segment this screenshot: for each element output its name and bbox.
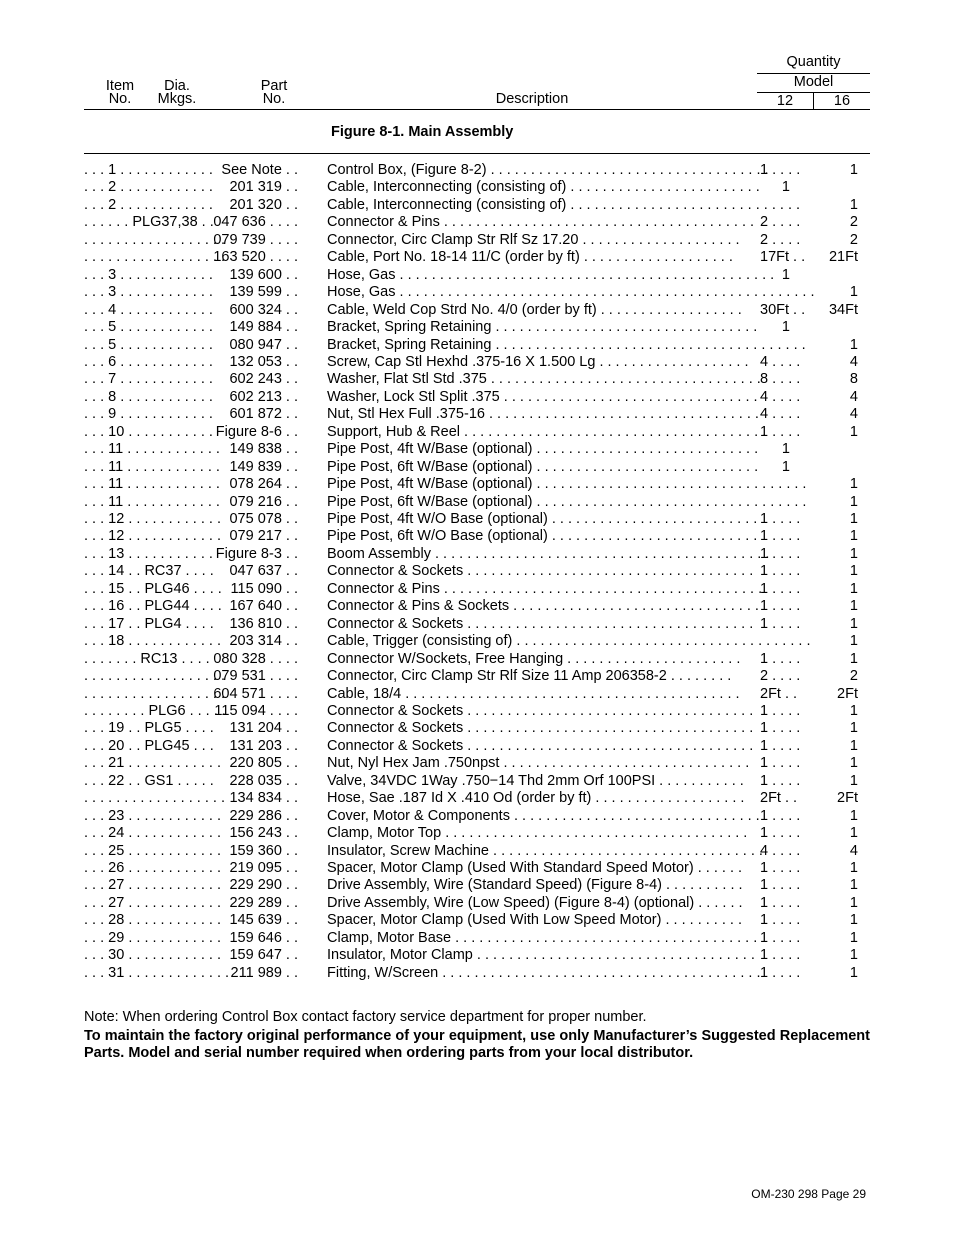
qty-model-16-cell: 1	[849, 702, 858, 719]
part-number-cell: 600 324 . .	[229, 301, 298, 318]
qty-model-16-cell: 1	[849, 737, 858, 754]
qty-model-16-cell: 1	[849, 511, 858, 527]
table-row	[0, 232, 954, 249]
item-cell: . . . 27 . . . . . . . . . . . .	[84, 877, 221, 894]
qty-model-16-cell: 1	[849, 423, 858, 440]
qty-model-16-cell: 1	[849, 772, 858, 789]
description-cell: Insulator, Screw Machine . . . . . . . . . . . . . . . . . . . . . . . . . . . . . . . . . .	[327, 842, 763, 859]
table-row	[0, 668, 954, 685]
part-number-cell: 604 571 . . . .	[213, 685, 298, 702]
qty-model-16-cell: 2Ft	[837, 790, 858, 807]
part-number-cell: 080 947 . .	[229, 336, 298, 353]
part-number-cell: 167 640 . .	[229, 598, 298, 615]
qty-model-12-cell: 17Ft . .	[760, 249, 806, 266]
item-cell: . . . 27 . . . . . . . . . . . .	[84, 894, 221, 911]
table-row	[0, 284, 954, 301]
part-number-cell: 159 647 . .	[229, 947, 298, 964]
table-row	[0, 389, 954, 406]
description-cell: Hose, Gas . . . . . . . . . . . . . . . . . . . . . . . . . . . . . . . . . . . . . . . . . . . . . . . . . . . .	[327, 284, 815, 301]
qty-model-16-cell: 1	[849, 476, 858, 493]
description-cell: Connector & Sockets . . . . . . . . . . . . . . . . . . . . . . . . . . . . . . . . . . . .	[327, 720, 754, 737]
qty-model-12-cell: 1	[781, 179, 790, 196]
part-number-cell: 075 078 . .	[229, 511, 298, 527]
qty-model-12-cell: 4 . . . .	[760, 842, 801, 859]
description-cell: Hose, Gas . . . . . . . . . . . . . . . . . . . . . . . . . . . . . . . . . . . . . . . . . . . . . . .	[327, 266, 775, 283]
qty-model-12-cell: 1	[781, 458, 790, 475]
part-number-cell: 079 216 . .	[229, 493, 298, 510]
qty-model-12-cell: 2 . . . .	[760, 668, 801, 685]
description-cell: Control Box, (Figure 8-2) . . . . . . . . . . . . . . . . . . . . . . . . . . . . . . . . . . .	[327, 162, 769, 178]
description-cell: Cable, Interconnecting (consisting of) . . . . . . . . . . . . . . . . . . . . . . . .	[327, 179, 760, 196]
qty-model-16-cell: 1	[849, 755, 858, 772]
description-cell: Spacer, Motor Clamp (Used With Low Speed Motor) . . . . . . . . . .	[327, 912, 743, 929]
qty-model-12-cell: 1 . . . .	[760, 528, 801, 545]
qty-model-12-cell: 1 . . . .	[760, 964, 801, 981]
model-16-header: 16	[833, 93, 851, 109]
figure-title: Figure 8-1. Main Assembly	[331, 124, 514, 140]
qty-model-16-cell: 1	[849, 860, 858, 876]
qty-model-16-cell: 1	[849, 284, 858, 301]
description-cell: Connector, Circ Clamp Str Rlf Size 11 Amp 206358-2 . . . . . . . .	[327, 668, 732, 685]
table-row	[0, 302, 954, 319]
part-number-cell: 601 872 . .	[229, 406, 298, 423]
table-row	[0, 406, 954, 423]
part-number-cell: 149 838 . .	[229, 441, 298, 458]
part-number-cell: 115 094 . . . .	[214, 702, 298, 719]
item-cell: . . . 21 . . . . . . . . . . . .	[84, 755, 221, 772]
description-cell: Pipe Post, 6ft W/O Base (optional) . . . . . . . . . . . . . . . . . . . . . . . . . .	[327, 528, 758, 545]
item-cell: . . . 31 . . . . . . . . . . . . .	[84, 964, 230, 981]
qty-model-16-cell: 2Ft	[837, 685, 858, 702]
dia-header-line1: Dia.	[164, 78, 190, 94]
description-cell: Pipe Post, 6ft W/Base (optional) . . . . . . . . . . . . . . . . . . . . . . . . . . . .	[327, 458, 759, 475]
qty-model-12-cell: 2 . . . .	[760, 214, 801, 231]
table-row	[0, 930, 954, 947]
table-row	[0, 563, 954, 580]
item-cell: . . . 11 . . . . . . . . . . . .	[84, 493, 220, 510]
table-row	[0, 651, 954, 668]
qty-model-16-cell: 1	[849, 196, 858, 213]
table-row	[0, 371, 954, 388]
table-row	[0, 197, 954, 214]
description-cell: Pipe Post, 4ft W/O Base (optional) . . . . . . . . . . . . . . . . . . . . . . . . . .	[327, 511, 758, 527]
table-row	[0, 459, 954, 476]
description-cell: Valve, 34VDC 1Way .750−14 Thd 2mm Orf 100PSI . . . . . . . . . . .	[327, 772, 744, 789]
qty-model-12-cell: 4 . . . .	[760, 406, 801, 423]
description-cell: Cable, Weld Cop Strd No. 4/0 (order by ft) . . . . . . . . . . . . . . . . . .	[327, 301, 742, 318]
qty-model-16-cell: 1	[849, 493, 858, 510]
description-cell: Connector & Sockets . . . . . . . . . . . . . . . . . . . . . . . . . . . . . . . . . . . .	[327, 737, 754, 754]
part-number-cell: 201 320 . .	[229, 196, 298, 213]
qty-model-12-cell: 1 . . . .	[760, 702, 801, 719]
part-number-cell: 136 810 . .	[229, 615, 298, 632]
table-row	[0, 616, 954, 633]
qty-model-16-cell: 1	[849, 877, 858, 894]
part-number-cell: 078 264 . .	[229, 476, 298, 493]
description-cell: Screw, Cap Stl Hexhd .375-16 X 1.500 Lg . . . . . . . . . . . . . . . . . . .	[327, 353, 749, 370]
page-footer: OM-230 298 Page 29	[751, 1187, 866, 1201]
part-number-cell: 047 636 . . . .	[213, 214, 298, 231]
description-cell: Nut, Stl Hex Full .375-16 . . . . . . . . . . . . . . . . . . . . . . . . . . . . . . . . . .	[327, 406, 759, 423]
part-number-cell: 131 204 . .	[229, 720, 298, 737]
description-cell: Boom Assembly . . . . . . . . . . . . . . . . . . . . . . . . . . . . . . . . . . . . . . . . . .	[327, 545, 770, 562]
qty-model-12-cell: 1 . . . .	[760, 772, 801, 789]
item-cell: . . . 3 . . . . . . . . . . . .	[84, 284, 213, 301]
part-number-cell: 139 599 . .	[229, 284, 298, 301]
item-cell: . . . 14 . . RC37 . . . .	[84, 563, 214, 580]
description-cell: Pipe Post, 6ft W/Base (optional) . . . . . . . . . . . . . . . . . . . . . . . . . . . . . . . . . .	[327, 493, 807, 510]
description-cell: Clamp, Motor Base . . . . . . . . . . . . . . . . . . . . . . . . . . . . . . . . . . . . . .	[327, 929, 758, 946]
item-cell: . . . 12 . . . . . . . . . . . .	[84, 528, 221, 545]
qty-model-12-cell: 1 . . . .	[760, 912, 801, 929]
qty-model-12-cell: 1 . . . .	[760, 650, 801, 667]
part-number-cell: 047 637 . .	[229, 563, 298, 580]
item-cell: . . . 10 . . . . . . . . . . .	[84, 423, 213, 440]
item-cell: . . . 5 . . . . . . . . . . . .	[84, 319, 213, 336]
table-row	[0, 528, 954, 545]
qty-model-16-cell: 1	[849, 929, 858, 946]
item-cell: . . . 22 . . GS1 . . . . .	[84, 772, 214, 789]
qty-model-12-cell: 1 . . . .	[760, 598, 801, 615]
qty-model-12-cell: 2 . . . .	[760, 231, 801, 248]
part-number-cell: 219 095 . .	[229, 860, 298, 876]
table-row	[0, 895, 954, 912]
item-cell: . . . 12 . . . . . . . . . . . .	[84, 511, 221, 527]
table-row	[0, 494, 954, 511]
description-header: Description	[495, 91, 569, 107]
table-row	[0, 773, 954, 790]
part-number-cell: 132 053 . .	[229, 353, 298, 370]
table-row	[0, 808, 954, 825]
item-cell: . . . 3 . . . . . . . . . . . .	[84, 266, 213, 283]
qty-model-12-cell: 4 . . . .	[760, 388, 801, 405]
qty-model-12-cell: 4 . . . .	[760, 353, 801, 370]
description-cell: Connector & Sockets . . . . . . . . . . . . . . . . . . . . . . . . . . . . . . . . . . . .	[327, 702, 754, 719]
item-cell: . . . 18 . . . . . . . . . . . .	[84, 633, 221, 650]
model-header: Model	[793, 74, 834, 90]
table-row	[0, 319, 954, 336]
qty-model-12-cell: 1 . . . .	[760, 511, 801, 527]
item-cell: . . . . . . . . . . . . . . . . . .	[84, 668, 225, 685]
part-header-line2: No.	[262, 91, 286, 107]
table-row	[0, 686, 954, 703]
table-row	[0, 947, 954, 964]
item-cell: . . . . . . . . . . . . . . . . . .	[84, 249, 225, 266]
table-row	[0, 424, 954, 441]
item-cell: . . . 7 . . . . . . . . . . . .	[84, 371, 213, 388]
part-number-cell: 159 360 . .	[229, 842, 298, 859]
qty-model-12-cell: 1 . . . .	[760, 807, 801, 824]
part-number-cell: 156 243 . .	[229, 825, 298, 842]
qty-model-12-cell: 1 . . . .	[760, 563, 801, 580]
item-cell: . . . 15 . . PLG46 . . . .	[84, 580, 222, 597]
qty-model-16-cell: 34Ft	[828, 301, 858, 318]
item-cell: . . . 5 . . . . . . . . . . . .	[84, 336, 213, 353]
item-cell: . . . 23 . . . . . . . . . . . .	[84, 807, 221, 824]
table-row	[0, 720, 954, 737]
table-row	[0, 546, 954, 563]
item-cell: . . . 6 . . . . . . . . . . . .	[84, 353, 213, 370]
table-row	[0, 581, 954, 598]
part-number-cell: Figure 8-6 . .	[215, 423, 298, 440]
quantity-header: Quantity	[786, 54, 841, 70]
part-number-cell: 229 286 . .	[229, 807, 298, 824]
table-row	[0, 738, 954, 755]
part-number-cell: 163 520 . . . .	[213, 249, 298, 266]
item-cell: . . . 4 . . . . . . . . . . . .	[84, 301, 213, 318]
qty-model-16-cell: 1	[849, 807, 858, 824]
qty-model-16-cell: 4	[849, 353, 858, 370]
description-cell: Connector & Sockets . . . . . . . . . . . . . . . . . . . . . . . . . . . . . . . . . . . .	[327, 615, 754, 632]
description-cell: Cover, Motor & Components . . . . . . . . . . . . . . . . . . . . . . . . . . . . . . .	[327, 807, 760, 824]
item-cell: . . . 9 . . . . . . . . . . . .	[84, 406, 213, 423]
table-row	[0, 598, 954, 615]
description-cell: Clamp, Motor Top . . . . . . . . . . . . . . . . . . . . . . . . . . . . . . . . . . . . . .	[327, 825, 748, 842]
description-cell: Connector & Pins . . . . . . . . . . . . . . . . . . . . . . . . . . . . . . . . . . . . . . .	[327, 214, 755, 231]
qty-model-12-cell: 1 . . . .	[760, 929, 801, 946]
table-row	[0, 162, 954, 179]
qty-model-12-cell: 1 . . . .	[760, 877, 801, 894]
description-cell: Insulator, Motor Clamp . . . . . . . . . . . . . . . . . . . . . . . . . . . . . . . . . . .	[327, 947, 755, 964]
replacement-parts-warning: To maintain the factory original performance of your equipment, use only Manufacturer’s Suggested Replacement Parts. Model and serial number required when ordering parts from your local distributor.	[84, 1028, 870, 1061]
part-number-cell: 145 639 . .	[229, 912, 298, 929]
qty-model-12-cell: 1 . . . .	[760, 737, 801, 754]
item-cell: . . . 11 . . . . . . . . . . . .	[84, 441, 220, 458]
qty-model-12-cell: 1 . . . .	[760, 615, 801, 632]
qty-model-16-cell: 4	[849, 406, 858, 423]
item-header-line1: Item	[105, 78, 135, 94]
part-number-cell: 149 839 . .	[229, 458, 298, 475]
part-number-cell: 139 600 . .	[229, 266, 298, 283]
table-row	[0, 633, 954, 650]
table-row	[0, 337, 954, 354]
item-cell: . . . 16 . . PLG44 . . . .	[84, 598, 222, 615]
item-cell: . . . 8 . . . . . . . . . . . .	[84, 388, 213, 405]
table-row	[0, 249, 954, 266]
qty-model-12-cell: 2Ft . .	[760, 790, 798, 807]
table-row	[0, 790, 954, 807]
part-header-line1: Part	[260, 78, 288, 94]
qty-model-12-cell: 1 . . . .	[760, 947, 801, 964]
qty-model-12-cell: 1 . . . .	[760, 894, 801, 911]
item-cell: . . . 29 . . . . . . . . . . . .	[84, 929, 221, 946]
description-cell: Bracket, Spring Retaining . . . . . . . . . . . . . . . . . . . . . . . . . . . . . . . . . . . . . . .	[327, 336, 806, 353]
description-cell: Pipe Post, 4ft W/Base (optional) . . . . . . . . . . . . . . . . . . . . . . . . . . . .	[327, 441, 759, 458]
qty-model-16-cell: 4	[849, 388, 858, 405]
part-number-cell: 079 531 . . . .	[213, 668, 298, 685]
part-number-cell: 229 290 . .	[229, 877, 298, 894]
item-cell: . . . . . . . . PLG6 . . . . .	[84, 702, 226, 719]
qty-model-16-cell: 2	[849, 231, 858, 248]
qty-model-12-cell: 1 . . . .	[760, 860, 801, 876]
part-number-cell: 203 314 . .	[229, 633, 298, 650]
description-cell: Connector W/Sockets, Free Hanging . . . . . . . . . . . . . . . . . . . . . .	[327, 650, 741, 667]
part-number-cell: 229 289 . .	[229, 894, 298, 911]
qty-model-16-cell: 1	[849, 545, 858, 562]
qty-model-12-cell: 1 . . . .	[760, 162, 801, 178]
part-number-cell: 201 319 . .	[229, 179, 298, 196]
part-number-cell: 134 834 . .	[229, 790, 298, 807]
qty-model-16-cell: 2	[849, 214, 858, 231]
qty-model-12-cell: 2Ft . .	[760, 685, 798, 702]
description-cell: Cable, 18/4 . . . . . . . . . . . . . . . . . . . . . . . . . . . . . . . . . . . . . . . . . .	[327, 685, 740, 702]
item-header-line2: No.	[108, 91, 132, 107]
item-cell: . . . 2 . . . . . . . . . . . .	[84, 196, 213, 213]
part-number-cell: 080 328 . . . .	[213, 650, 298, 667]
table-row	[0, 476, 954, 493]
table-row	[0, 843, 954, 860]
table-row	[0, 877, 954, 894]
table-row	[0, 267, 954, 284]
qty-model-16-cell: 21Ft	[828, 249, 858, 266]
dia-header-line2: Mkgs.	[157, 91, 197, 107]
item-cell: . . . 28 . . . . . . . . . . . .	[84, 912, 221, 929]
part-number-cell: 159 646 . .	[229, 929, 298, 946]
part-number-cell: 228 035 . .	[229, 772, 298, 789]
qty-model-12-cell: 1 . . . .	[760, 545, 801, 562]
description-cell: Bracket, Spring Retaining . . . . . . . . . . . . . . . . . . . . . . . . . . . . . . . . .	[327, 319, 758, 336]
item-cell: . . . . . . . . . . . . . . . . . .	[84, 790, 225, 807]
part-number-cell: Figure 8-3 . .	[215, 545, 298, 562]
description-cell: Drive Assembly, Wire (Low Speed) (Figure 8-4) (optional) . . . . . .	[327, 894, 743, 911]
table-row	[0, 825, 954, 842]
description-cell: Cable, Port No. 18-14 11/C (order by ft) . . . . . . . . . . . . . . . . . . .	[327, 249, 733, 266]
table-row	[0, 965, 954, 982]
qty-model-16-cell: 1	[849, 825, 858, 842]
description-cell: Cable, Trigger (consisting of) . . . . . . . . . . . . . . . . . . . . . . . . . . . . . . . . . . . . .	[327, 633, 811, 650]
qty-model-12-cell: 1 . . . .	[760, 825, 801, 842]
item-cell: . . . 24 . . . . . . . . . . . .	[84, 825, 221, 842]
qty-model-16-cell: 1	[849, 912, 858, 929]
table-row	[0, 912, 954, 929]
part-number-cell: 131 203 . .	[229, 737, 298, 754]
table-row	[0, 354, 954, 371]
qty-model-12-cell: 1 . . . .	[760, 720, 801, 737]
item-cell: . . . 17 . . PLG4 . . . .	[84, 615, 214, 632]
qty-model-12-cell: 1	[781, 319, 790, 336]
part-number-cell: 602 213 . .	[229, 388, 298, 405]
table-row	[0, 511, 954, 528]
item-cell: . . . 11 . . . . . . . . . . . .	[84, 476, 220, 493]
item-cell: . . . . . . PLG37,38 . .	[84, 214, 214, 231]
item-cell: . . . 11 . . . . . . . . . . . .	[84, 458, 220, 475]
part-number-cell: See Note . .	[221, 162, 298, 178]
qty-model-16-cell: 1	[849, 528, 858, 545]
qty-model-16-cell: 1	[849, 947, 858, 964]
table-row	[0, 860, 954, 877]
qty-model-16-cell: 1	[849, 563, 858, 580]
description-cell: Washer, Flat Stl Std .375 . . . . . . . . . . . . . . . . . . . . . . . . . . . . . . . . . .	[327, 371, 761, 388]
description-cell: Fitting, W/Screen . . . . . . . . . . . . . . . . . . . . . . . . . . . . . . . . . . . . . . . .	[327, 964, 761, 981]
table-row	[0, 441, 954, 458]
part-number-cell: 220 805 . .	[229, 755, 298, 772]
item-cell: . . . 26 . . . . . . . . . . . .	[84, 860, 221, 876]
description-cell: Connector & Sockets . . . . . . . . . . . . . . . . . . . . . . . . . . . . . . . . . . . .	[327, 563, 754, 580]
description-cell: Connector, Circ Clamp Str Rlf Sz 17.20 . . . . . . . . . . . . . . . . . . . .	[327, 231, 740, 248]
qty-model-16-cell: 1	[849, 650, 858, 667]
item-cell: . . . 19 . . PLG5 . . . .	[84, 720, 214, 737]
description-cell: Connector & Pins & Sockets . . . . . . . . . . . . . . . . . . . . . . . . . . . . . . .	[327, 598, 759, 615]
table-row	[0, 179, 954, 196]
description-cell: Nut, Nyl Hex Jam .750npst . . . . . . . . . . . . . . . . . . . . . . . . . . . . . . .	[327, 755, 750, 772]
description-cell: Spacer, Motor Clamp (Used With Standard Speed Motor) . . . . . .	[327, 860, 743, 876]
qty-model-16-cell: 1	[849, 720, 858, 737]
part-number-cell: 115 090 . .	[230, 580, 298, 597]
qty-model-16-cell: 4	[849, 842, 858, 859]
qty-model-12-cell: 1	[781, 441, 790, 458]
table-row	[0, 703, 954, 720]
description-cell: Support, Hub & Reel . . . . . . . . . . . . . . . . . . . . . . . . . . . . . . . . . . . . . .	[327, 423, 767, 440]
description-cell: Hose, Sae .187 Id X .410 Od (order by ft) . . . . . . . . . . . . . . . . . . .	[327, 790, 745, 807]
ordering-note: Note: When ordering Control Box contact factory service department for proper number.	[84, 1009, 647, 1025]
part-number-cell: 079 739 . . . .	[213, 231, 298, 248]
description-cell: Washer, Lock Stl Split .375 . . . . . . . . . . . . . . . . . . . . . . . . . . . . . . . .	[327, 388, 758, 405]
qty-model-16-cell: 2	[849, 668, 858, 685]
qty-model-12-cell: 1 . . . .	[760, 423, 801, 440]
description-cell: Pipe Post, 4ft W/Base (optional) . . . . . . . . . . . . . . . . . . . . . . . . . . . . . . . . . .	[327, 476, 807, 493]
item-cell: . . . 13 . . . . . . . . . . .	[84, 545, 213, 562]
item-cell: . . . 1 . . . . . . . . . . . .	[84, 162, 213, 178]
qty-model-12-cell: 1	[781, 266, 790, 283]
item-cell: . . . . . . . . . . . . . . . . . .	[84, 231, 225, 248]
item-cell: . . . 30 . . . . . . . . . . . .	[84, 947, 221, 964]
table-row	[0, 755, 954, 772]
item-cell: . . . 2 . . . . . . . . . . . .	[84, 179, 213, 196]
qty-model-16-cell: 1	[849, 633, 858, 650]
part-number-cell: 149 884 . .	[229, 319, 298, 336]
qty-model-16-cell: 1	[849, 580, 858, 597]
model-12-header: 12	[776, 93, 794, 109]
item-cell: . . . . . . . . . . . . . . . . . .	[84, 685, 225, 702]
qty-model-16-cell: 8	[849, 371, 858, 388]
qty-model-12-cell: 1 . . . .	[760, 755, 801, 772]
qty-model-16-cell: 1	[849, 964, 858, 981]
qty-model-12-cell: 1 . . . .	[760, 580, 801, 597]
qty-model-16-cell: 1	[849, 162, 858, 178]
qty-model-12-cell: 8 . . . .	[760, 371, 801, 388]
item-cell: . . . . . . . RC13 . . . .	[84, 650, 210, 667]
qty-model-16-cell: 1	[849, 615, 858, 632]
qty-model-12-cell: 30Ft . .	[760, 301, 806, 318]
item-cell: . . . 20 . . PLG45 . . .	[84, 737, 214, 754]
part-number-cell: 079 217 . .	[229, 528, 298, 545]
item-cell: . . . 25 . . . . . . . . . . . .	[84, 842, 221, 859]
description-cell: Cable, Interconnecting (consisting of) . . . . . . . . . . . . . . . . . . . . . . . . . . . . .	[327, 196, 801, 213]
part-number-cell: 602 243 . .	[229, 371, 298, 388]
table-row	[0, 214, 954, 231]
qty-model-16-cell: 1	[849, 598, 858, 615]
qty-model-16-cell: 1	[849, 894, 858, 911]
description-cell: Connector & Pins . . . . . . . . . . . . . . . . . . . . . . . . . . . . . . . . . . . . . . . .	[327, 580, 763, 597]
description-cell: Drive Assembly, Wire (Standard Speed) (Figure 8-4) . . . . . . . . . .	[327, 877, 743, 894]
part-number-cell: 211 989 . .	[230, 964, 298, 981]
qty-model-16-cell: 1	[849, 336, 858, 353]
